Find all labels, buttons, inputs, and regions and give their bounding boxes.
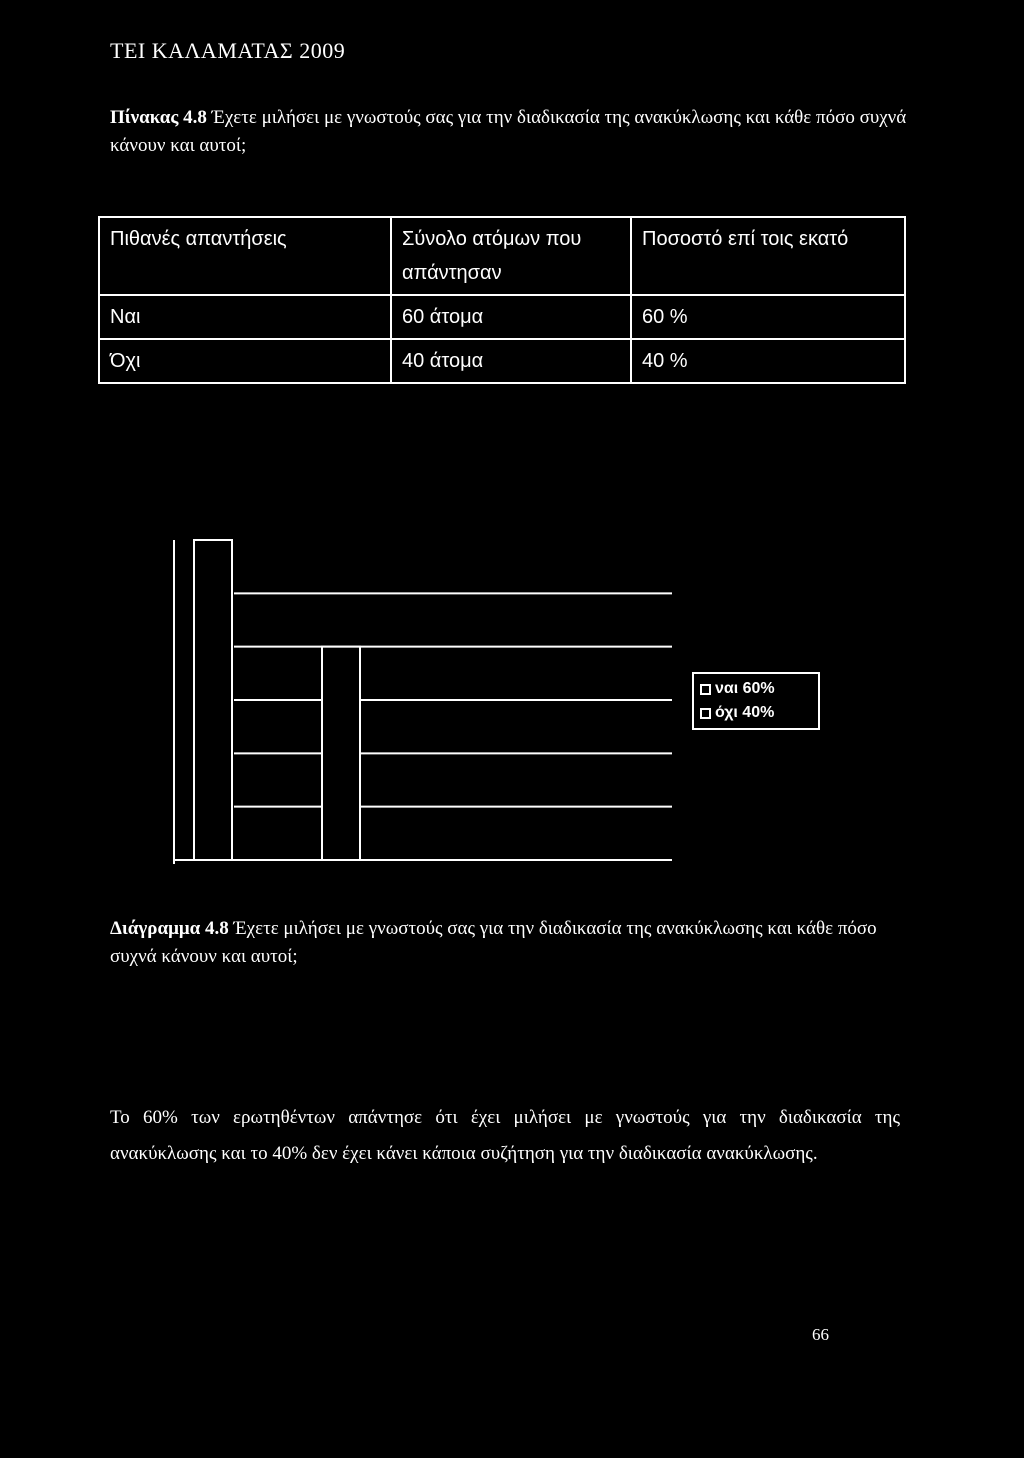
table-cell: 40 άτομα [391,339,631,383]
legend-swatch [700,684,711,695]
legend-swatch [700,708,711,719]
legend-label: όχι 40% [715,704,775,721]
chart-legend [692,672,820,730]
legend-item-no [700,701,812,725]
table-cell: Ναι [99,295,391,339]
chart-caption-label: Διάγραμμα 4.8 [110,918,229,939]
page-header: ΤΕΙ ΚΑΛΑΜΑΤΑΣ 2009 [110,38,346,63]
chart-caption-text: Έχετε μιλήσει με γνωστούς σας για την διαδικασία της ανακύκλωσης και κάθε πόσο συχνά κάνουν και αυτοί; [110,918,877,967]
table-cell: 60 άτομα [391,295,631,339]
table-cell: 60 % [631,295,905,339]
bar-όχι [322,647,360,860]
table-row [99,339,905,383]
page-number: 66 [812,1325,829,1344]
legend-item-yes [700,677,812,701]
bar-ναι [194,540,232,860]
table-cell: 40 % [631,339,905,383]
responses-table [98,216,906,384]
legend-label: ναι 60% [715,680,775,697]
table-row [99,295,905,339]
table-caption [110,104,910,160]
table-header-row [99,217,905,295]
table-caption-text: Έχετε μιλήσει με γνωστούς σας για την διαδικασία της ανακύκλωσης και κάθε πόσο συχνά κάνουν και αυτοί; [110,107,907,156]
table-caption-label: Πίνακας 4.8 [110,107,207,128]
table-header-cell: Σύνολο ατόμων που απάντησαν [391,217,631,295]
summary-paragraph: Το 60% των ερωτηθέντων απάντησε ότι έχει μιλήσει με γνωστούς για την διαδικασία της ανακύκλωσης και το 40% δεν έχει κάνει κάποια συζήτηση για την διαδικασία ανακύκλωσης. [110,1107,900,1164]
table-cell: Όχι [99,339,391,383]
table-header-cell: Ποσοστό επί τοις εκατό [631,217,905,295]
chart-caption [110,915,910,971]
table-header-cell: Πιθανές απαντήσεις [99,217,391,295]
